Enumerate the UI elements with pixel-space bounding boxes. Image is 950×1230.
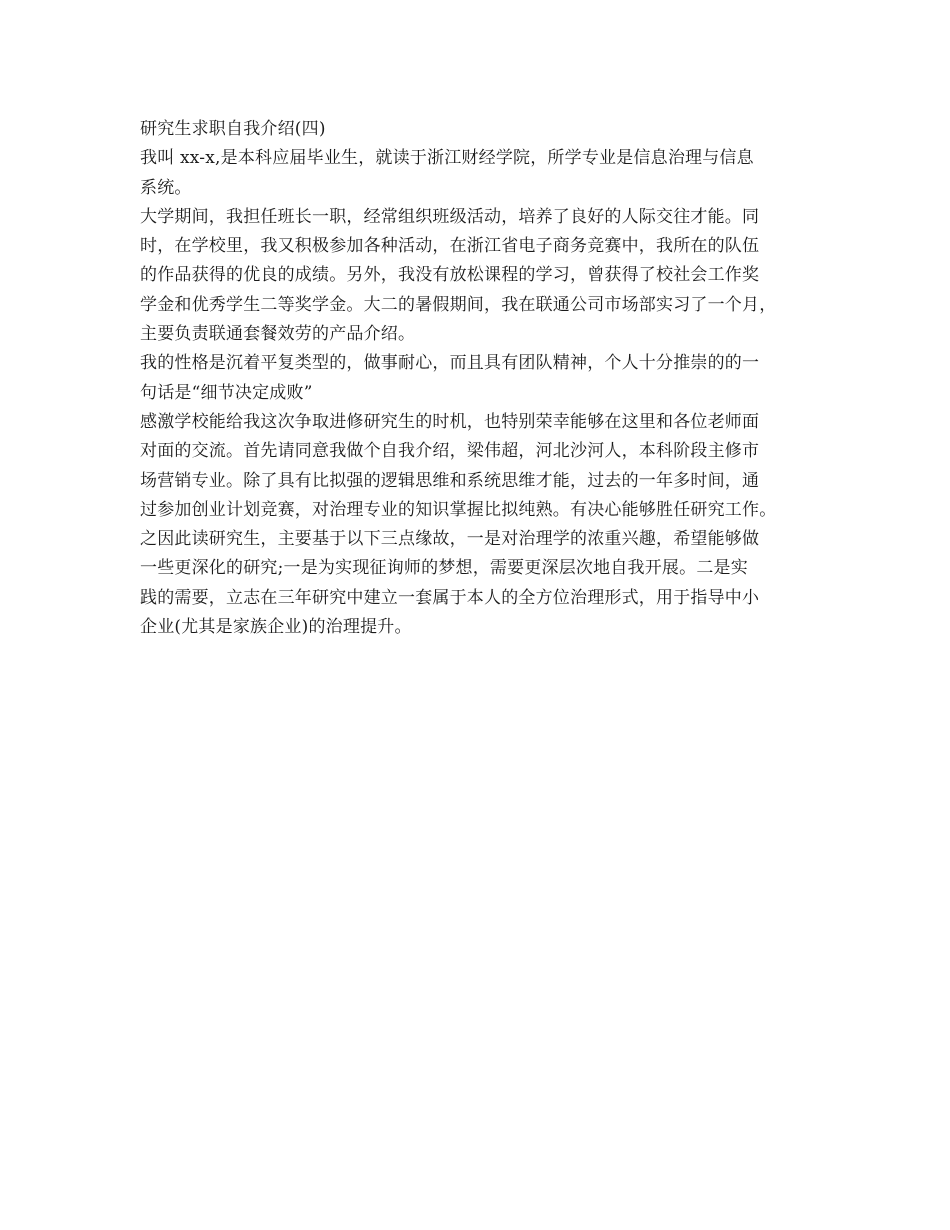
document-body xyxy=(140,115,812,642)
text-line: 对面的交流。首先请同意我做个自我介绍，梁伟超，河北沙河人，本科阶段主修市 xyxy=(140,441,760,462)
text-line: 学金和优秀学生二等奖学金。大二的暑假期间，我在联通公司市场部实习了一个月， xyxy=(140,294,777,315)
text-line: 场营销专业。除了具有比拟强的逻辑思维和系统思维才能，过去的一年多时间，通 xyxy=(140,470,760,491)
text-line: 一些更深化的研究;一是为实现征询师的梦想，需要更深层次地自我开展。二是实 xyxy=(140,558,748,579)
text-line: 感激学校能给我这次争取进修研究生的时机，也特别荣幸能够在这里和各位老师面 xyxy=(140,411,760,432)
text-line: 系统。 xyxy=(140,177,192,198)
text-line: 主要负责联通套餐效劳的产品介绍。 xyxy=(140,324,416,345)
text-line: 的作品获得的优良的成绩。另外，我没有放松课程的学习，曾获得了校社会工作奖 xyxy=(140,265,760,286)
text-line: 过参加创业计划竞赛，对治理专业的知识掌握比拟纯熟。有决心能够胜任研究工作。 xyxy=(140,499,777,520)
document-title: 研究生求职自我介绍(四) xyxy=(140,119,326,139)
text-line: 句话是“细节决定成败” xyxy=(140,382,313,403)
text-line: 践的需要，立志在三年研究中建立一套属于本人的全方位治理形式，用于指导中小 xyxy=(140,587,760,608)
text-line: 大学期间，我担任班长一职，经常组织班级活动，培养了良好的人际交往才能。同 xyxy=(140,206,760,227)
text-line: 时，在学校里，我又积极参加各种活动，在浙江省电子商务竞赛中，我所在的队伍 xyxy=(140,236,760,257)
text-line: 之因此读研究生，主要基于以下三点缘故，一是对治理学的浓重兴趣，希望能够做 xyxy=(140,529,760,550)
text-line: 企业(尤其是家族企业)的治理提升。 xyxy=(140,617,412,638)
text-line: 我叫 xx-x,是本科应届毕业生，就读于浙江财经学院，所学专业是信息治理与信息 xyxy=(140,148,754,169)
text-line: 我的性格是沉着平复类型的，做事耐心，而且具有团队精神，个人十分推崇的的一 xyxy=(140,353,760,374)
